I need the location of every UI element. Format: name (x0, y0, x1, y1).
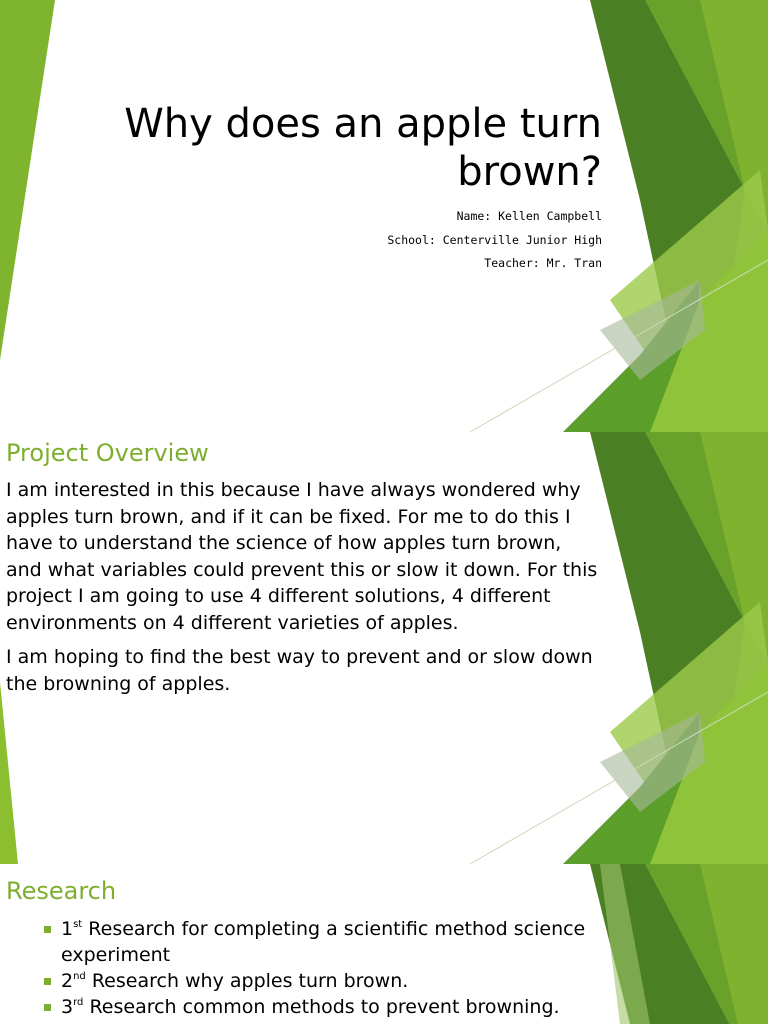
overview-paragraph: I am hoping to find the best way to prevent and or slow down the browning of apples. (6, 646, 593, 695)
overview-body (6, 477, 601, 705)
slide-title: Why does an apple turn brown? (124, 101, 602, 195)
list-item-text: Research for completing a scientific method science experiment (61, 918, 586, 966)
list-item-text: Research why apples turn brown. (91, 970, 409, 992)
teacher-name: Teacher: Mr. Tran (484, 256, 602, 270)
overview-paragraph: I am interested in this because I have always wondered why apples turn brown, and if it can be fixed. For me to do this I have to understand the science of how apples turn brown, and what variables could prevent this or slow it down. For this project I am going to use 4 different solutions, 4 different environments on 4 different varieties of apples. (6, 479, 598, 634)
title-slide (0, 0, 768, 432)
author-name: Name: Kellen Campbell (456, 209, 602, 223)
ordinal-number: 1 (61, 918, 74, 940)
research-slide (0, 864, 768, 1024)
section-heading: Project Overview (6, 439, 209, 467)
list-item (44, 916, 604, 968)
ordinal-suffix: st (73, 919, 83, 930)
ordinal-suffix: rd (73, 997, 84, 1008)
overview-slide (0, 432, 768, 864)
author-info (387, 205, 602, 276)
research-list (44, 916, 604, 1020)
list-item-text: Research common methods to prevent browning. (89, 996, 560, 1018)
ordinal-number: 3 (61, 996, 74, 1018)
section-heading: Research (6, 877, 117, 905)
school-name: School: Centerville Junior High (387, 232, 602, 247)
list-item (44, 968, 604, 994)
ordinal-number: 2 (61, 970, 74, 992)
ordinal-suffix: nd (73, 971, 86, 982)
green-facet-decoration (0, 0, 768, 432)
list-item (44, 994, 604, 1020)
